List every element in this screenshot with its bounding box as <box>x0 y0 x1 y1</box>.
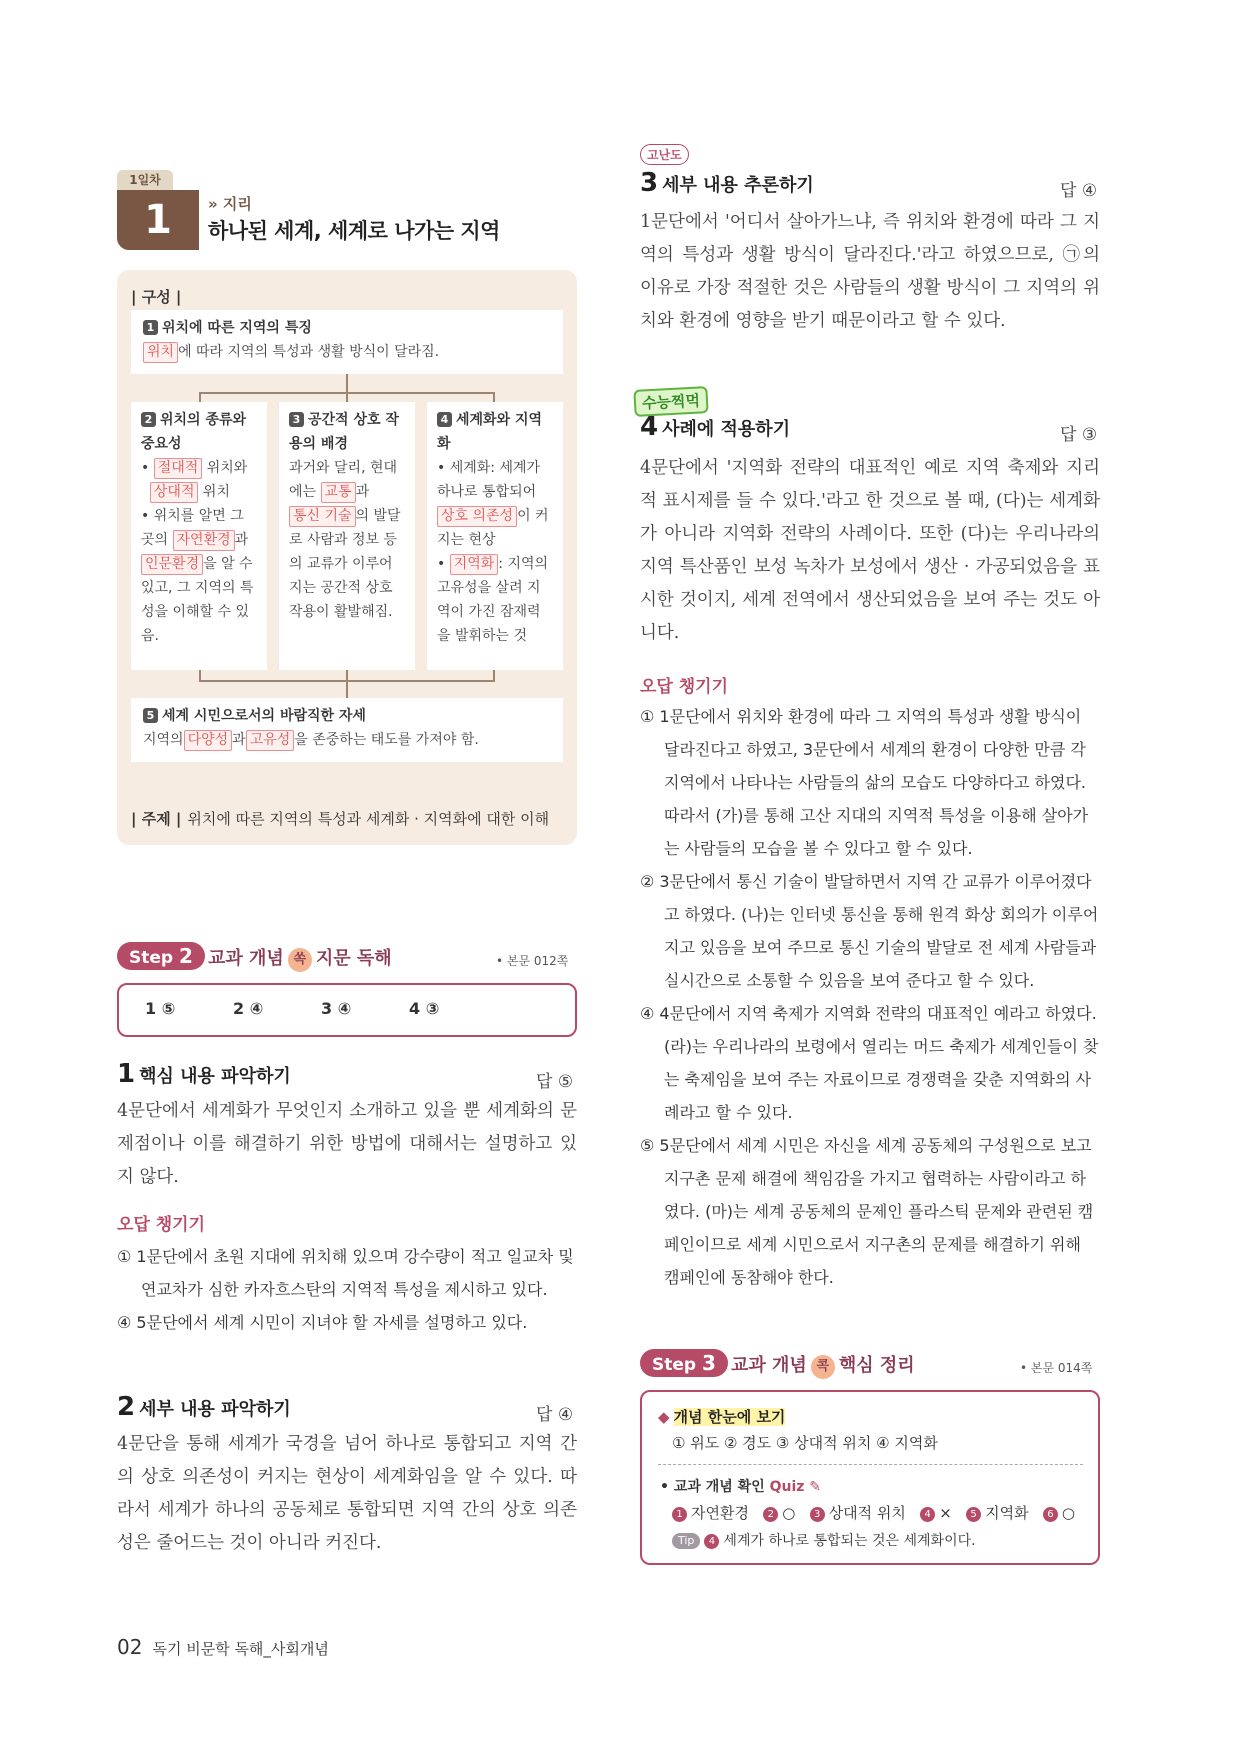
keyword: 인문환경 <box>141 554 203 575</box>
step-number: 3 <box>702 1351 716 1375</box>
connector-line <box>199 670 201 680</box>
q1-paragraph: 4문단에서 세계화가 무엇인지 소개하고 있을 뿐 세계화의 문제점이나 이를 해결하기 위한 방법에 대해서는 설명하고 있지 않다. <box>117 1101 577 1187</box>
page-footer <box>117 1635 329 1659</box>
tip-line <box>672 1530 976 1550</box>
tip-text: 세계가 하나로 통합되는 것은 세계화이다. <box>723 1533 976 1549</box>
question-title: 세부 내용 파악하기 <box>139 1399 291 1420</box>
card-title: 세계 시민으로서의 바람직한 자세 <box>162 708 366 724</box>
card-text: 과거와 달리, 현대에는 <box>289 460 398 500</box>
q2-answer: 답 ④ <box>536 1405 574 1425</box>
answer-box <box>117 983 577 1037</box>
question-number: 2 <box>117 1392 136 1422</box>
glance-heading <box>658 1406 785 1427</box>
q2-paragraph: 4문단을 통해 세계가 국경을 넘어 하나로 통합되고 지역 간의 상호 의존성이 커지는 현상이 세계화임을 알 수 있다. 따라서 세계가 하나의 공동체로 통합되면 지역 간의 상호 의존성은 줄어드는 것이 아니라 커진다. <box>117 1434 577 1553</box>
q4-answer: 답 ③ <box>1060 425 1098 445</box>
tip-number: 4 <box>704 1534 719 1549</box>
book-title: 독기 비문학 독해_사회개념 <box>152 1640 329 1658</box>
pencil-icon: ✎ <box>809 1479 822 1495</box>
card-text: • 세계화: 세계가 하나로 통합되어 <box>437 460 541 500</box>
keyword: 절대적 <box>154 458 203 479</box>
card-text: 이 커지는 현상 <box>437 508 549 548</box>
unit-number: 1 <box>117 190 199 250</box>
card-title: 공간적 상호 작용의 배경 <box>289 412 399 452</box>
q1-answer: 답 ⑤ <box>536 1072 574 1092</box>
step-mark: 콕 <box>811 1355 835 1379</box>
list-item: ④ 5문단에서 세계 시민이 지녀야 할 자세를 설명하고 있다. <box>117 1313 528 1332</box>
card-text: 과 <box>232 732 246 748</box>
question-number: 4 <box>640 412 659 442</box>
card-title: 세계화와 지역화 <box>437 412 543 452</box>
divider <box>658 1464 1083 1465</box>
q4-title <box>640 412 790 442</box>
card-number: 1 <box>143 320 158 335</box>
question-title: 사례에 적용하기 <box>662 419 791 440</box>
question-number: 3 <box>640 168 659 198</box>
list-item: ④ 4문단에서 지역 축제가 지역화 전략의 대표적인 예라고 하였다. (라)는 우리나라의 보령에서 열리는 머드 축제가 세계인들이 찾는 축제임을 보여 주는 자료이므로 경쟁력을 갖춘 지역화의 사례라고 할 수 있다. <box>640 1004 1099 1122</box>
step-title-b: 핵심 정리 <box>838 1355 915 1376</box>
tip-badge: Tip <box>672 1533 700 1549</box>
quiz-heading <box>660 1476 821 1496</box>
list-item: ① 1문단에서 위치와 환경에 따라 그 지역의 특성과 생활 방식이 달라진다고 하였고, 3문단에서 세계의 환경이 다양한 만큼 각 지역에서 나타나는 사람들의 삶의 모습도 다양하다고 하였다. 따라서 (가)를 통해 고산 지대의 지역적 특성을 이용해 살아가는 사람들의 모습을 볼 수 있다고 할 수 있다. <box>640 707 1089 858</box>
quiz-answer: 지역화 <box>985 1504 1029 1522</box>
q4-wrong-heading: 오답 챙기기 <box>640 677 729 697</box>
theme-text: 위치에 따른 지역의 특성과 세계화 · 지역화에 대한 이해 <box>187 810 550 828</box>
answer-item: 2 ④ <box>233 999 264 1018</box>
structure-label: | 구성 | <box>131 288 182 306</box>
card-4 <box>427 402 563 670</box>
quiz-number: 4 <box>920 1507 935 1522</box>
step-mark: 쏙 <box>288 948 312 972</box>
card-text: 과 <box>355 484 370 500</box>
step-title-a: 교과 개념 <box>208 948 284 969</box>
unit-title: 하나된 세계, 세계로 나가는 지역 <box>208 219 500 243</box>
card-text: 위치 <box>198 484 230 500</box>
card-text: : 지역의 고유성을 살려 지역이 가진 잠재력을 발휘하는 것 <box>437 556 549 644</box>
card-text: 을 존중하는 태도를 가져야 함. <box>294 732 479 748</box>
connector-line <box>346 670 348 680</box>
quiz-answer: ○ <box>1061 1504 1075 1522</box>
keyword: 고유성 <box>246 730 295 751</box>
bullet: • <box>437 556 446 572</box>
quiz-answer: 상대적 위치 <box>828 1504 906 1522</box>
list-item: ② 3문단에서 통신 기술이 발달하면서 지역 간 교류가 이루어졌다고 하였다. (나)는 인터넷 통신을 통해 원격 화상 회의가 이루어지고 있음을 보여 주므로 통신 기술의 발달로 전 세계 사람들과 실시간으로 소통할 수 있음을 보여 준다고 할 수 있다. <box>640 872 1099 990</box>
quiz-number: 2 <box>763 1507 778 1522</box>
glance-answers: ① 위도 ② 경도 ③ 상대적 위치 ④ 지역화 <box>672 1434 938 1452</box>
q4-paragraph: 4문단에서 '지역화 전략의 대표적인 예로 지역 축제와 지리적 표시제를 들 수 있다.'라고 한 것으로 볼 때, (다)는 세계화가 아니라 지역화 전략의 사례이다. 또한 (다)는 우리나라의 지역 특산품인 보성 녹차가 보성에서 생산 · 가공되었음을 표시한 것이지, 세계 전역에서 생산되었음을 보여 주는 것도 아니다. <box>640 458 1100 643</box>
list-item: ⑤ 5문단에서 세계 시민은 자신을 세계 공동체의 구성원으로 보고 지구촌 문제 해결에 책임감을 가지고 협력하는 사람이라고 하였다. (마)는 세계 공동체의 문제인 플라스틱 문제와 관련된 캠페인이므로 세계 시민으로서 지구촌의 문제를 해결하기 위해 캠페인에 동참해야 한다. <box>640 1136 1094 1287</box>
answer-item: 1 ⑤ <box>145 999 176 1018</box>
summary-box <box>640 1390 1100 1565</box>
connector-line <box>346 374 348 392</box>
q2-title <box>117 1392 291 1422</box>
connector-line <box>493 392 495 402</box>
answer-item: 4 ③ <box>409 999 440 1018</box>
list-item: ① 1문단에서 초원 지대에 위치해 있으며 강수량이 적고 일교차 및 연교차가 심한 카자흐스탄의 지역적 특성을 제시하고 있다. <box>117 1247 574 1299</box>
q3-answer: 답 ④ <box>1060 181 1098 201</box>
card-text: 에 따라 지역의 특성과 생활 방식이 달라짐. <box>178 344 440 360</box>
difficulty-badge: 고난도 <box>640 144 689 165</box>
diamond-icon: ◆ <box>658 1408 670 1426</box>
step3-pill <box>640 1349 728 1377</box>
quiz-number: 6 <box>1043 1507 1058 1522</box>
card-text: 을 알 수 있고, 그 지역의 특성을 이해할 수 있음. <box>141 556 254 644</box>
subject-label: » 지리 <box>208 195 252 213</box>
step-word: Step <box>129 948 174 968</box>
connector-line <box>493 670 495 680</box>
card-3 <box>279 402 415 670</box>
q4-wrong-list <box>640 700 1100 1294</box>
glance-heading-text: 개념 한눈에 보기 <box>673 1408 786 1426</box>
card-title: 위치의 종류와 중요성 <box>141 412 247 452</box>
theme-line <box>131 808 549 829</box>
q3-title <box>640 168 814 198</box>
step-title-b: 지문 독해 <box>315 948 392 969</box>
quiz-answer: × <box>939 1504 952 1522</box>
q1-wrong-heading: 오답 챙기기 <box>117 1215 206 1235</box>
card-number: 2 <box>141 412 156 427</box>
connector-line <box>346 392 348 402</box>
keyword: 통신 기술 <box>289 506 356 527</box>
step-number: 2 <box>179 944 193 968</box>
step-word: Step <box>652 1355 697 1375</box>
keyword: 상대적 <box>150 482 199 503</box>
page-ref: • 본문 014쪽 <box>1020 1361 1093 1375</box>
card-text: 과 <box>234 532 249 548</box>
keyword: 교통 <box>321 482 356 503</box>
theme-label: | 주제 | <box>131 810 182 828</box>
page-number: 02 <box>117 1635 143 1659</box>
card-number: 3 <box>289 412 304 427</box>
quiz-heading-text: • 교과 개념 확인 <box>660 1479 765 1495</box>
keyword: 지역화 <box>450 554 499 575</box>
card-2 <box>131 402 267 670</box>
question-title: 핵심 내용 파악하기 <box>139 1066 291 1087</box>
answer-item: 3 ④ <box>321 999 352 1018</box>
q1-wrong-list <box>117 1240 577 1339</box>
card-number: 4 <box>437 412 452 427</box>
day-badge: 1일차 <box>117 170 173 190</box>
quiz-answer: 자연환경 <box>691 1504 749 1522</box>
bullet: • <box>141 460 150 476</box>
quiz-tag: Quiz <box>769 1479 805 1495</box>
keyword: 자연환경 <box>173 530 235 551</box>
card-text: 위치와 <box>202 460 248 476</box>
card-5 <box>131 698 563 762</box>
quiz-number: 5 <box>966 1507 981 1522</box>
step2-pill <box>117 942 205 970</box>
q1-title <box>117 1059 291 1089</box>
step3-title <box>731 1351 915 1379</box>
quiz-answer: ○ <box>782 1504 796 1522</box>
keyword: 위치 <box>143 342 178 363</box>
quiz-answers <box>672 1502 1075 1523</box>
step-title-a: 교과 개념 <box>731 1355 807 1376</box>
page-ref: • 본문 012쪽 <box>496 954 569 968</box>
suneung-badge: 수능찍먹 <box>633 386 708 417</box>
quiz-number: 3 <box>810 1507 825 1522</box>
step2-title <box>208 944 392 972</box>
card-text: • 위치를 알면 그곳의 <box>141 508 244 548</box>
quiz-number: 1 <box>672 1507 687 1522</box>
connector-line <box>346 680 348 698</box>
card-text: 의 발달로 사람과 정보 등의 교류가 이루어지는 공간적 상호 작용이 활발해짐. <box>289 508 401 620</box>
structure-box <box>117 270 577 845</box>
card-1 <box>131 310 563 374</box>
question-title: 세부 내용 추론하기 <box>662 175 814 196</box>
q3-paragraph: 1문단에서 '어디서 살아가느냐, 즉 위치와 환경에 따라 그 지역의 특성과 생활 방식이 달라진다.'라고 하였으므로, ㉠의 이유로 가장 적절한 것은 사람들의 생활 방식이 그 지역의 위치와 환경에 영향을 받기 때문이라고 할 수 있다. <box>640 212 1100 331</box>
card-number: 5 <box>143 708 158 723</box>
card-title: 위치에 따른 지역의 특징 <box>162 320 312 336</box>
connector-line <box>199 392 201 402</box>
keyword: 다양성 <box>184 730 233 751</box>
question-number: 1 <box>117 1059 136 1089</box>
keyword: 상호 의존성 <box>437 506 517 527</box>
card-text: 지역의 <box>143 732 184 748</box>
